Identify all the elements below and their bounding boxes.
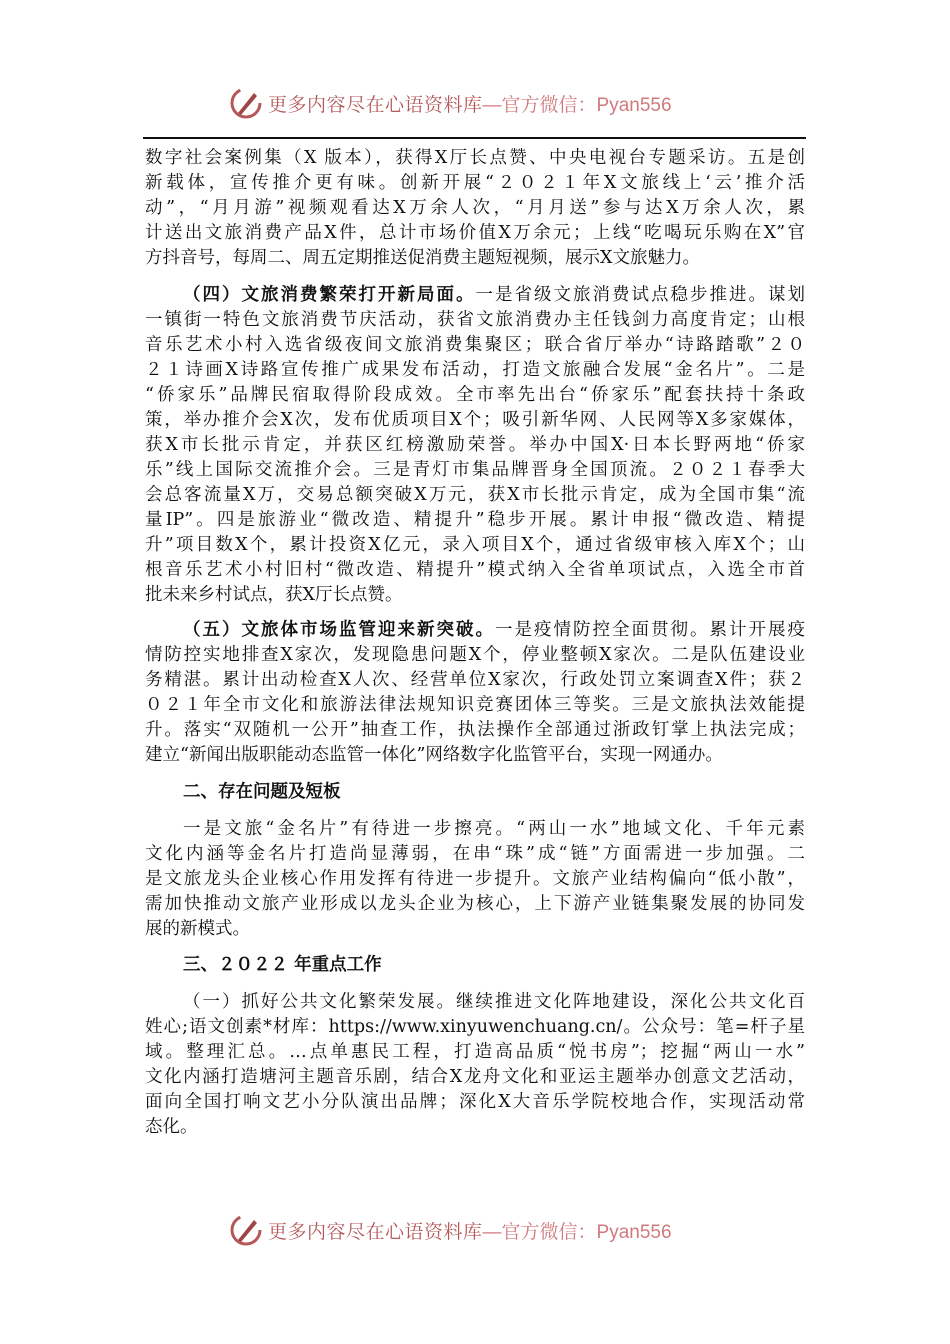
watermark-wechat: —官方微信：Pyan556	[482, 1221, 672, 1243]
text-line: 务精湛。累计出动检查X人次、经营单位X家次，行政处罚立案调查X件；获２	[145, 670, 805, 690]
paragraph-consumption	[145, 283, 805, 608]
text-line: 乐”线上国际交流推介会。三是青灯市集品牌晋身全国顶流。２０２１春季大	[145, 460, 805, 480]
text-line: 策，举办推介会X次，发布优质项目X个；吸引新华网、人民网等X多家媒体，	[145, 410, 805, 430]
text-line: 需加快推动文旅产业形成以龙头企业为核心，上下游产业链集聚发展的协同发	[145, 894, 805, 914]
section-lead: （四）文旅消费繁荣打开新局面。	[183, 285, 476, 305]
heading-2022-work	[145, 953, 805, 978]
text-line: 会总客流量X万，交易总额突破X万元，获X市长批示肯定，成为全国市集“流	[145, 485, 805, 505]
text-line: 量IP”。四是旅游业“微改造、精提升”稳步开展。累计申报“微改造、精提	[145, 510, 805, 530]
text-line: 是文旅龙头企业核心作用发挥有待进一步提升。文旅产业结构偏向“低小散”，	[145, 869, 805, 889]
footer-watermark	[228, 1210, 728, 1250]
text-line: 新载体，宣传推介更有味。创新开展“２０２１年X文旅线上‘云’推介活	[145, 173, 805, 193]
text-line: 展的新模式。	[145, 919, 250, 939]
text-line: 一是省级文旅消费试点稳步推进。谋划	[475, 285, 805, 305]
text-line: 获X市长批示肯定，并获区红榜激励荣誉。举办中国X·日本长野两地“侨家	[145, 435, 805, 455]
text-line: 一是疫情防控全面贯彻。累计开展疫	[495, 620, 805, 640]
text-line: ２１诗画X诗路宣传推广成果发布活动，打造文旅融合发展“金名片”。二是	[145, 360, 805, 380]
text-line: 态化。	[145, 1117, 198, 1137]
paragraph-public-culture	[145, 990, 805, 1140]
text-line: “侨家乐”品牌民宿取得阶段成效。全市率先出台“侨家乐”配套扶持十条政	[145, 385, 805, 405]
pen-logo-icon	[228, 85, 264, 121]
paragraph-1	[145, 146, 805, 271]
text-line: 域。整理汇总。…点单惠民工程，打造高品质“悦书房”；挖掘“两山一水”	[145, 1042, 805, 1062]
header-rule	[143, 137, 806, 139]
section-lead: （五）文旅体市场监管迎来新突破。	[183, 620, 495, 640]
text-line: 动”，“月月游”视频观看达X万余人次，“月月送”参与达X万余人次，累	[145, 198, 805, 218]
text-line: （一）抓好公共文化繁荣发展。继续推进文化阵地建设，深化公共文化百	[183, 992, 805, 1012]
text-line: 音乐艺术小村入选省级夜间文旅消费集聚区；联合省厅举办“诗路踏歌”２０	[145, 335, 805, 355]
text-line: ０２１年全市文化和旅游法律法规知识竞赛团体三等奖。三是文旅执法效能提	[145, 695, 805, 715]
text-line: 根音乐艺术小村旧村“微改造、精提升”模式纳入全省单项试点，入选全市首	[145, 560, 805, 580]
text-line: 一镇街一特色文旅消费节庆活动，获省文旅消费办主任钱剑力高度肯定；山根	[145, 310, 805, 330]
section-heading: 二、存在问题及短板	[183, 782, 341, 802]
text-line: 姓心;语文创素*材库：https://www.xinyuwenchuang.cn/。公众号：笔=杆子星	[145, 1017, 805, 1037]
text-line: 方抖音号，每周二、周五定期推送促消费主题短视频，展示X文旅魅力。	[145, 248, 700, 268]
text-line: 数字社会案例集（X 版本），获得X厅长点赞、中央电视台专题采访。五是创	[145, 148, 805, 168]
paragraph-problems	[145, 817, 805, 942]
section-heading: 三、２０２２ 年重点工作	[183, 955, 382, 975]
text-line: 面向全国打响文艺小分队演出品牌；深化X大音乐学院校地合作，实现活动常	[145, 1092, 805, 1112]
text-line: 升。落实“双随机一公开”抽查工作，执法操作全部通过浙政钉掌上执法完成；	[145, 720, 805, 740]
text-line: 计送出文旅消费产品X件，总计市场价值X万余元；上线“吃喝玩乐购在X”官	[145, 223, 805, 243]
paragraph-market-supervision	[145, 618, 805, 768]
heading-problems	[145, 780, 805, 805]
text-line: 升”项目数X个，累计投资X亿元，录入项目X个，通过省级审核入库X个；山	[145, 535, 805, 555]
text-line: 批未来乡村试点，获X厅长点赞。	[145, 585, 403, 605]
watermark-wechat: —官方微信：Pyan556	[482, 94, 672, 116]
watermark-text: 更多内容尽在心语资料库	[268, 93, 483, 116]
text-line: 建立“新闻出版职能动态监管一体化”网络数字化监管平台，实现一网通办。	[145, 745, 723, 765]
text-line: 情防控实地排查X家次，发现隐患问题X个，停业整顿X家次。二是队伍建设业	[145, 645, 805, 665]
text-line: 文化内涵等金名片打造尚显薄弱，在串“珠”成“链”方面需进一步加强。二	[145, 844, 805, 864]
text-line: 一是文旅“金名片”有待进一步擦亮。“两山一水”地域文化、千年元素	[183, 819, 805, 839]
text-line: 文化内涵打造塘河主题音乐剧，结合X龙舟文化和亚运主题举办创意文艺活动，	[145, 1067, 805, 1087]
watermark-text: 更多内容尽在心语资料库	[268, 1220, 483, 1243]
header-watermark	[228, 83, 728, 123]
pen-logo-icon	[228, 1212, 264, 1248]
